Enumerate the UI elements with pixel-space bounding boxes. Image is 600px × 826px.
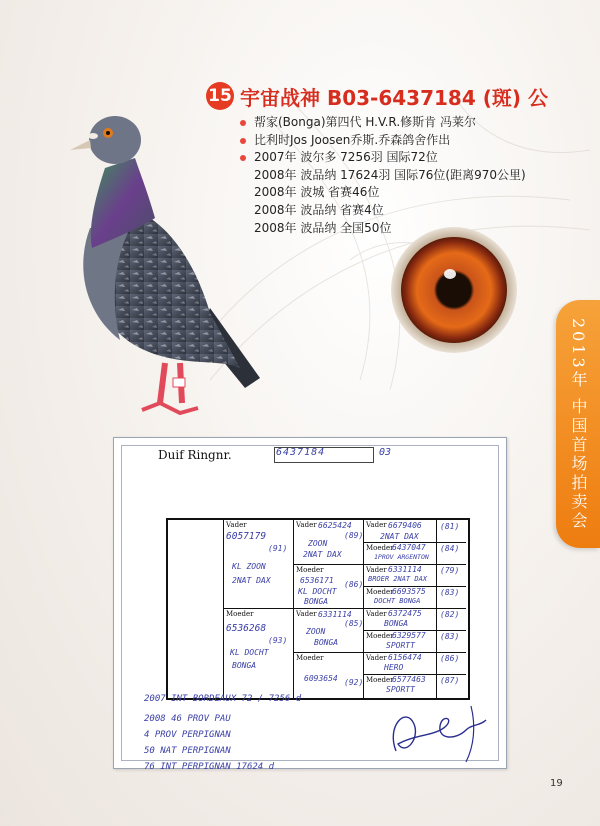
- mv-note: ZOON: [306, 627, 326, 636]
- g4-label: Moeder: [366, 588, 394, 596]
- ring-year: 03: [379, 447, 392, 458]
- g7-year: (86): [440, 654, 460, 663]
- g3-label: Vader: [366, 566, 387, 574]
- fact-item: 2008年 波品纳 17624羽 国际76位(距离970公里): [254, 167, 526, 182]
- lot-title: 宇宙战神 B03-6437184 (斑) 公: [240, 85, 548, 110]
- mm-label: Moeder: [296, 654, 324, 662]
- moeder-note: KL DOCHT: [230, 648, 269, 657]
- g5-note: BONGA: [384, 619, 409, 628]
- mm-year: (92): [344, 678, 364, 687]
- vader-ring: 6057179: [226, 531, 267, 542]
- pigeon-photo: [60, 78, 260, 428]
- page-number: 19: [550, 778, 563, 789]
- g4-note: DOCHT BONGA: [374, 597, 421, 605]
- g3-year: (79): [440, 566, 460, 575]
- g4-year: (83): [440, 588, 460, 597]
- moeder-year: (93): [268, 636, 288, 645]
- result-line: 2008 46 PROV PAU: [144, 714, 231, 724]
- vm-label: Moeder: [296, 566, 324, 574]
- side-tab-label: 2013年 中国首场拍卖会: [569, 318, 588, 531]
- fact-item: 2008年 波品纳 全国50位: [254, 220, 392, 235]
- g2-label: Moeder: [366, 544, 394, 552]
- pedigree-card: [113, 437, 507, 772]
- result-line: 2007 INT BORDEAUX 72 / 7256 d: [144, 694, 302, 704]
- g1-year: (81): [440, 522, 460, 531]
- result-line: 50 NAT PERPIGNAN: [144, 746, 231, 756]
- moeder-note: BONGA: [232, 661, 257, 670]
- eye-closeup-photo: [390, 226, 518, 354]
- vader-label: Vader: [226, 521, 247, 529]
- vv-label: Vader: [296, 521, 317, 529]
- vm-note: BONGA: [304, 597, 329, 606]
- g3-ring: 6331114: [388, 565, 422, 574]
- g6-ring: 6329577: [392, 631, 426, 640]
- lot-number-badge: 15: [206, 82, 234, 110]
- g5-year: (82): [440, 610, 460, 619]
- g4-ring: 6693575: [392, 587, 426, 596]
- g8-label: Moeder: [366, 676, 394, 684]
- mv-ring: 6331114: [318, 610, 352, 619]
- pedigree-grid: [166, 518, 470, 700]
- vv-note: 2NAT DAX: [303, 550, 342, 559]
- vader-year: (91): [268, 544, 288, 553]
- duif-ringnr-label: Duif Ringnr.: [158, 448, 232, 462]
- vv-ring: 6625424: [318, 521, 352, 530]
- g2-ring: 6437047: [392, 543, 426, 552]
- fact-item: 帮家(Bonga)第四代 H.V.R.修斯肯 冯莱尔: [238, 114, 526, 132]
- result-line: 4 PROV PERPIGNAN: [144, 730, 231, 740]
- g8-ring: 6577463: [392, 675, 426, 684]
- vv-year: (89): [344, 531, 364, 540]
- mv-label: Vader: [296, 610, 317, 618]
- g7-ring: 6156474: [388, 653, 422, 662]
- fact-item: 2008年 波城 省赛46位: [254, 185, 380, 200]
- g6-year: (83): [440, 632, 460, 641]
- g1-note: 2NAT DAX: [380, 532, 419, 541]
- g8-year: (87): [440, 676, 460, 685]
- fact-item: 2007年 波尔多 7256羽 国际72位: [238, 149, 526, 167]
- ring-number: 6437184: [276, 447, 326, 458]
- result-line: 76 INT PERPIGNAN 17624 d: [144, 762, 275, 772]
- mv-note: BONGA: [314, 638, 339, 647]
- side-tab: [556, 300, 600, 548]
- vm-ring: 6536171: [300, 576, 334, 585]
- g8-note: SPORTT: [386, 685, 415, 694]
- handwritten-signature: [376, 696, 496, 766]
- fact-item: 2008年 波品纳 省赛4位: [254, 202, 384, 217]
- vader-note: 2NAT DAX: [232, 576, 271, 585]
- g7-label: Vader: [366, 654, 387, 662]
- g1-ring: 6679406: [388, 521, 422, 530]
- g5-label: Vader: [366, 610, 387, 618]
- vm-note: KL DOCHT: [298, 587, 337, 596]
- vader-note: KL ZOON: [232, 562, 266, 571]
- g3-note: BROER 2NAT DAX: [368, 575, 428, 583]
- g6-note: SPORTT: [386, 641, 415, 650]
- vv-note: ZOON: [308, 539, 328, 548]
- mm-ring: 6093654: [304, 674, 338, 683]
- g1-label: Vader: [366, 521, 387, 529]
- g2-year: (84): [440, 544, 460, 553]
- g6-label: Moeder: [366, 632, 394, 640]
- lot-title-row: [206, 81, 548, 111]
- mv-year: (85): [344, 619, 364, 628]
- g7-note: HERO: [384, 663, 404, 672]
- g5-ring: 6372475: [388, 609, 422, 618]
- fact-item: 比利时Jos Joosen乔斯.乔森鸽舍作出: [238, 132, 526, 150]
- g2-note: 1PROV ARGENTON: [374, 553, 429, 561]
- moeder-label: Moeder: [226, 610, 254, 618]
- moeder-ring: 6536268: [226, 623, 267, 634]
- lot-facts-list: [238, 114, 526, 237]
- vm-year: (86): [344, 580, 364, 589]
